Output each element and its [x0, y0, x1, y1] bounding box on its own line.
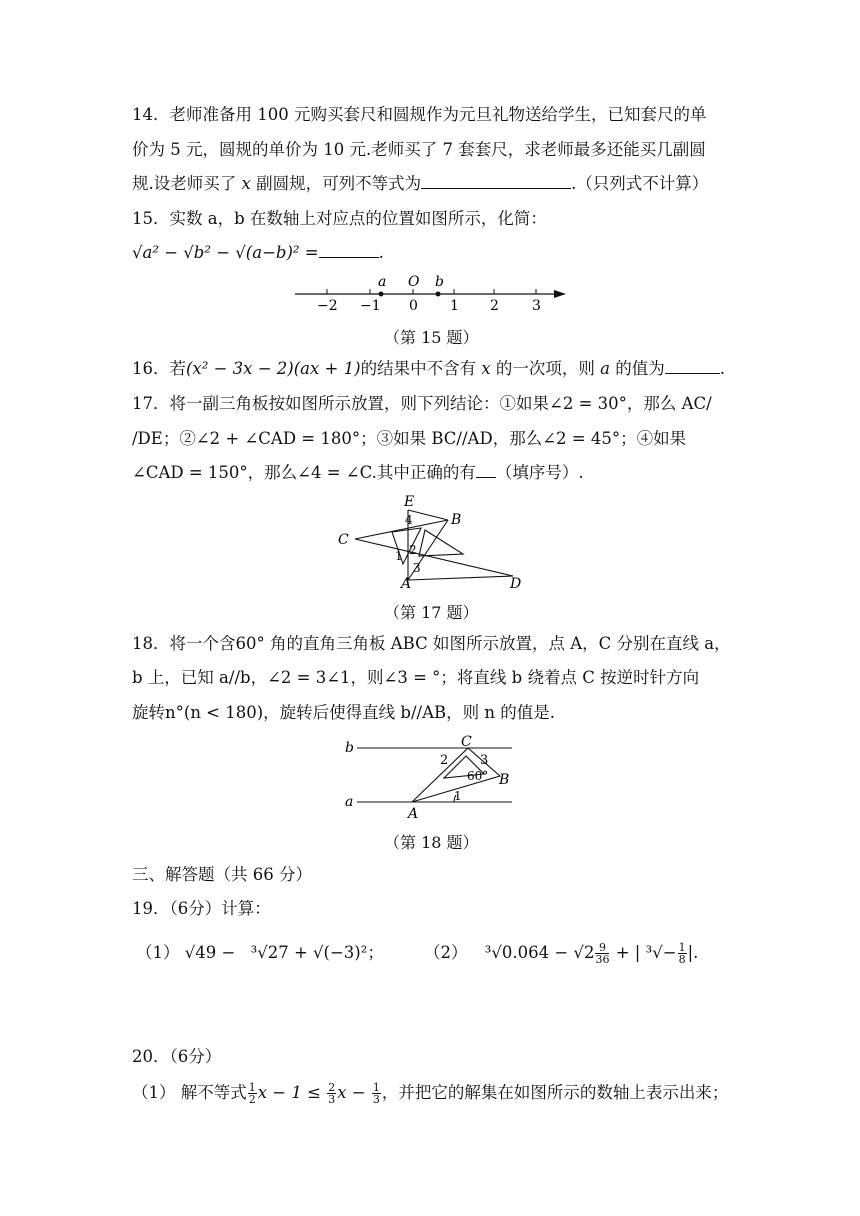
- label-60: 60°: [467, 769, 489, 783]
- label-b: b: [345, 740, 354, 756]
- q18-line1: 18．将一个含60° 角的直角三角板 ABC 如图所示放置，点 A，C 分别在直线 a，: [132, 634, 731, 653]
- q19-part2: [424, 942, 698, 965]
- point-a: [379, 292, 384, 297]
- label-B: B: [499, 772, 510, 788]
- q14-line1: 14．老师准备用 100 元购买套尺和圆规作为元旦礼物送给学生，已知套尺的单: [132, 105, 707, 124]
- q14-text-c: .（只列式不计算）: [571, 174, 709, 193]
- q19-p2-c: ³√−: [645, 943, 677, 962]
- q20-p1-a: （1） 解不等式: [132, 1083, 247, 1102]
- frac-num: 1: [678, 941, 686, 954]
- tick-label: 2: [490, 298, 499, 314]
- q16-expression: (x² − 3x − 2)(ax + 1): [186, 359, 361, 378]
- frac-num: 9: [595, 942, 609, 954]
- q19-frac2: [678, 942, 687, 965]
- q14-line2: 价为 5 元，圆规的单价为 10 元.老师买了 7 套套尺，求老师最多还能买几副圆: [132, 140, 706, 159]
- q17-text-b: （填序号）.: [495, 463, 584, 482]
- q14-var: x: [241, 174, 251, 193]
- section3-heading: 三、解答题（共 66 分）: [132, 865, 312, 884]
- frac-num: 2: [328, 1081, 336, 1094]
- q20-frac3: [372, 1082, 381, 1105]
- label-A: A: [401, 576, 412, 592]
- label-1: 1: [395, 549, 403, 563]
- q15-expression: √a² − √b² − √(a−b)² =: [132, 243, 319, 262]
- tick-label: 0: [409, 298, 418, 314]
- tick-label: −1: [360, 298, 381, 314]
- q16-text-b: 的结果中不含有: [360, 359, 477, 378]
- tick-label: 1: [450, 298, 459, 314]
- q20-p1-c: x −: [337, 1083, 366, 1102]
- q19-p2-label: （2）: [424, 943, 468, 962]
- q17-line1: 17．将一副三角板按如图所示放置，则下列结论：①如果∠2 = 30°，那么 AC/: [132, 394, 712, 413]
- frac-den: 3: [372, 1093, 380, 1106]
- q16-answer-blank[interactable]: [665, 359, 720, 374]
- q19-p2-d: |.: [687, 943, 699, 962]
- q15-answer-blank[interactable]: [319, 243, 379, 258]
- frac-den: 3: [328, 1093, 336, 1106]
- q18-line3: 旋转n°(n < 180)，旋转后使得直线 b//AB，则 n 的值是.: [132, 703, 556, 722]
- label-a: a: [378, 274, 387, 290]
- label-D: D: [510, 576, 522, 592]
- q17-caption: （第 17 题）: [384, 603, 479, 622]
- q20-p1-b: x − 1 ≤: [257, 1083, 321, 1102]
- frac-den: 2: [248, 1093, 256, 1106]
- frac-num: 1: [248, 1081, 256, 1094]
- q19-p2-b: + |: [615, 943, 641, 962]
- frac-num: 1: [372, 1081, 380, 1094]
- q17-figure: [335, 492, 535, 592]
- q18-line2: b 上，已知 a//b，∠2 = 3∠1，则∠3 = °；将直线 b 绕着点 C 按逆时针方向: [132, 668, 700, 687]
- label-A: A: [408, 806, 419, 822]
- label-3: 3: [480, 753, 489, 768]
- q16-text-c: 的一次项，则: [495, 359, 595, 378]
- q20-heading: 20．（6分）: [132, 1047, 222, 1066]
- frac-den: 36: [595, 953, 610, 966]
- label-b: b: [435, 274, 444, 290]
- q20-frac2: [327, 1082, 336, 1105]
- q14-text-b: 副圆规，可列不等式为: [256, 174, 422, 193]
- q17-line3: [132, 462, 584, 484]
- q17-text-a: ∠CAD = 150°，那么∠4 = ∠C.其中正确的有: [132, 463, 476, 482]
- q18-figure: [342, 732, 522, 822]
- tick-label: 3: [532, 298, 541, 314]
- label-C: C: [338, 532, 349, 548]
- q17-answer-blank[interactable]: [476, 463, 496, 478]
- q16-text-a: 16．若: [132, 359, 186, 378]
- q15-number-line: [290, 272, 590, 312]
- q20-p1-d: ，并把它的解集在如图所示的数轴上表示出来；: [381, 1083, 729, 1102]
- q18-caption: （第 18 题）: [384, 833, 479, 852]
- q14-line3: [132, 173, 708, 195]
- q16-line: [132, 358, 725, 380]
- q20-part1: [132, 1082, 728, 1105]
- q19-heading: 19．（6分）计算：: [132, 899, 271, 918]
- q16-end: .: [719, 359, 725, 378]
- q15-caption: （第 15 题）: [384, 328, 479, 347]
- label-2: 2: [409, 543, 417, 557]
- label-o: O: [408, 274, 420, 290]
- label-2: 2: [440, 753, 449, 768]
- frac-den: 8: [678, 953, 686, 966]
- q19-p1-a: √49 −: [184, 943, 236, 962]
- q14-text-a: 规.设老师买了: [132, 174, 237, 193]
- label-a: a: [345, 794, 354, 810]
- point-b: [436, 292, 441, 297]
- label-1: 1: [454, 789, 462, 803]
- q19-frac1: [595, 942, 609, 965]
- q20-frac1: [248, 1082, 257, 1105]
- q14-answer-blank[interactable]: [421, 174, 571, 189]
- label-B: B: [451, 512, 462, 528]
- q19-p1-b: ³√27 + √(−3)²；: [250, 943, 384, 962]
- tick-label: −2: [317, 298, 338, 314]
- q15-end: .: [378, 243, 384, 262]
- q17-line2: /DE；②∠2 + ∠CAD = 180°；③如果 BC//AD，那么∠2 = 45°；④如果: [132, 429, 687, 448]
- axis-arrow: [554, 290, 566, 298]
- label-E: E: [404, 494, 415, 510]
- q19-p2-a: ³√0.064 − √2: [484, 943, 595, 962]
- q16-text-d: 的值为: [615, 359, 665, 378]
- label-4: 4: [405, 513, 413, 527]
- q16-var-a: a: [600, 359, 610, 378]
- q19-p1-label: （1）: [136, 943, 180, 962]
- q15-line1: 15．实数 a，b 在数轴上对应点的位置如图所示，化简：: [132, 209, 547, 228]
- label-C: C: [461, 734, 472, 750]
- q19-part1: [136, 942, 384, 964]
- q16-var-x: x: [481, 359, 491, 378]
- q15-expr-line: [132, 242, 384, 264]
- label-3: 3: [413, 561, 421, 575]
